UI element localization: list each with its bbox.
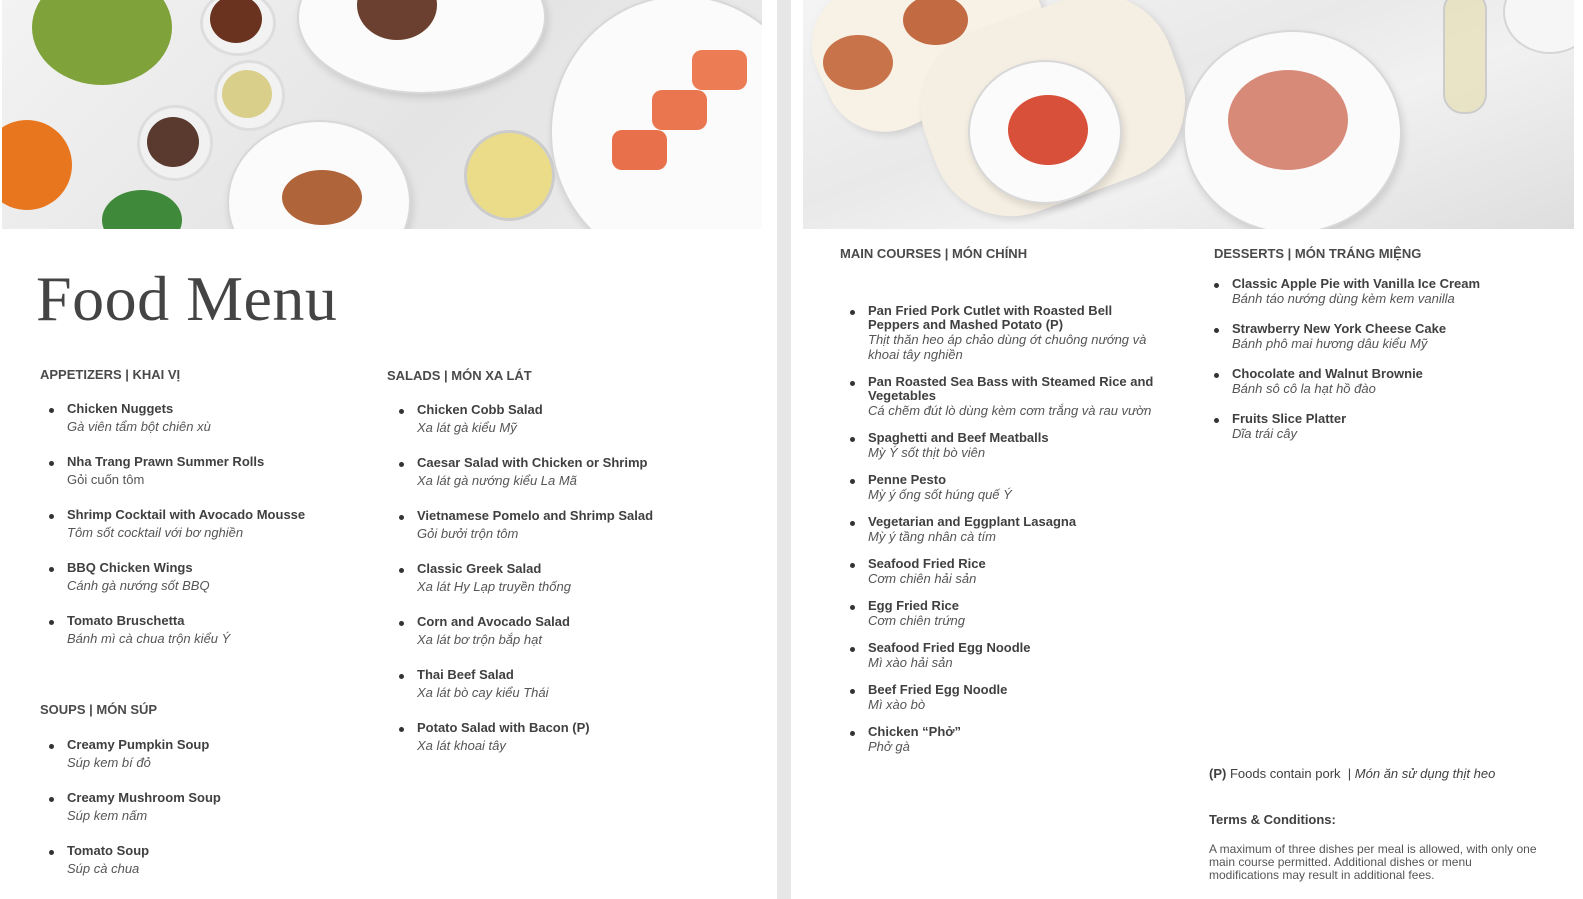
list-item	[390, 615, 653, 647]
item-translation: Xa lát bò cay kiểu Thái	[417, 685, 549, 700]
list-item	[1205, 277, 1565, 306]
page-title: Food Menu	[36, 263, 338, 334]
list-item	[1205, 322, 1565, 351]
item-name: Vegetarian and Eggplant Lasagna	[868, 514, 1077, 529]
list-item	[40, 455, 305, 487]
salmon-roll	[652, 90, 707, 130]
truffle-bowl	[464, 130, 555, 221]
list-item	[40, 614, 305, 646]
list-item	[841, 557, 1161, 586]
item-name: Spaghetti and Beef Meatballs	[868, 430, 1049, 445]
item-name: Classic Apple Pie with Vanilla Ice Cream	[1232, 276, 1481, 291]
item-name: Fruits Slice Platter	[1232, 411, 1347, 426]
list-item	[1205, 412, 1565, 441]
item-translation: Xa lát gà kiểu Mỹ	[417, 420, 517, 435]
item-name: BBQ Chicken Wings	[67, 560, 193, 575]
appetizers-list	[40, 402, 305, 667]
list-item	[841, 725, 1161, 754]
item-name: Chocolate and Walnut Brownie	[1232, 366, 1423, 381]
menu-page-left	[0, 0, 777, 899]
list-item	[40, 508, 305, 540]
item-name: Chicken Cobb Salad	[417, 402, 543, 417]
list-item	[40, 561, 305, 593]
list-item	[40, 402, 305, 434]
item-name: Caesar Salad with Chicken or Shrimp	[417, 455, 648, 470]
list-item	[841, 431, 1161, 460]
heading-salads: SALADS | MÓN XA LÁT	[387, 368, 532, 383]
heading-main-courses: MAIN COURSES | MÓN CHÍNH	[840, 246, 1028, 261]
main-courses-list	[841, 304, 1161, 767]
list-item	[390, 721, 653, 753]
item-translation: Bánh mì cà chua trộn kiểu Ý	[67, 631, 231, 646]
asparagus-bowl	[32, 0, 172, 85]
list-item	[40, 738, 221, 770]
pork-note-separator: |	[1347, 766, 1352, 781]
list-item	[390, 509, 653, 541]
item-translation: Mỳ Ý sốt thịt bò viên	[868, 445, 986, 460]
scallop	[823, 35, 893, 90]
list-item	[841, 515, 1161, 544]
list-item	[841, 683, 1161, 712]
item-name: Corn and Avocado Salad	[417, 614, 570, 629]
item-name: Seafood Fried Egg Noodle	[868, 640, 1031, 655]
item-translation: Dĩa trái cây	[1232, 426, 1298, 441]
item-name: Strawberry New York Cheese Cake	[1232, 321, 1447, 336]
item-translation: Xa lát bơ trộn bắp hạt	[417, 632, 542, 647]
item-translation: Phở gà	[868, 739, 910, 754]
list-item	[390, 456, 653, 488]
list-item	[390, 668, 653, 700]
item-name: Beef Fried Egg Noodle	[868, 682, 1008, 697]
item-translation: Súp cà chua	[67, 861, 140, 876]
item-name: Vietnamese Pomelo and Shrimp Salad	[417, 508, 654, 523]
terms-title: Terms & Conditions:	[1209, 812, 1336, 827]
item-translation: Bánh phô mai hương dâu kiểu Mỹ	[1232, 336, 1428, 351]
item-translation: Cánh gà nướng sốt BBQ	[67, 578, 210, 593]
list-item	[841, 599, 1161, 628]
item-translation: Bánh sô cô la hạt hồ đào	[1232, 381, 1376, 396]
item-translation: Mỳ ý ống sốt húng quế Ý	[868, 487, 1012, 502]
soups-list	[40, 738, 221, 897]
sea-bass	[1008, 95, 1088, 165]
item-translation: Gỏi cuốn tôm	[67, 472, 145, 487]
list-item	[390, 562, 653, 594]
list-item	[1205, 367, 1565, 396]
pork-note-en: Foods contain pork	[1229, 766, 1341, 781]
item-translation: Mỳ ý tầng nhân cà tím	[868, 529, 996, 544]
pork-note	[1209, 766, 1495, 781]
item-name: Nha Trang Prawn Summer Rolls	[67, 454, 265, 469]
item-name: Chicken “Phở”	[868, 724, 962, 739]
terms-body: A maximum of three dishes per meal is allowed, with only one main course permitted. Additional dishes or menu modifications may result in additional fees.	[1209, 842, 1537, 882]
sauce-dark	[147, 117, 199, 167]
desserts-list	[1205, 277, 1565, 457]
menu-page-right	[791, 0, 1583, 899]
salmon-roll	[612, 130, 667, 170]
item-name: Thai Beef Salad	[417, 667, 514, 682]
heading-soups: SOUPS | MÓN SÚP	[40, 702, 158, 717]
item-translation: Mì xào hải sản	[868, 655, 953, 670]
pesto-bowl	[102, 190, 182, 229]
list-item	[841, 473, 1161, 502]
salad-food	[282, 170, 362, 225]
item-translation: Bánh táo nướng dùng kèm kem vanilla	[1232, 291, 1455, 306]
item-translation: Xa lát gà nướng kiểu La Mã	[417, 473, 577, 488]
item-translation: Cá chẽm đút lò dùng kèm cơm trắng và rau vườn	[868, 403, 1152, 418]
list-item	[390, 403, 653, 435]
item-translation: Xa lát Hy Lạp truyền thống	[417, 579, 571, 594]
list-item	[40, 844, 221, 876]
pork-note-vn: Món ăn sử dụng thịt heo	[1354, 766, 1496, 781]
sauce-bowl-orange	[2, 120, 72, 210]
sauce-herb	[222, 70, 272, 118]
item-translation: Tôm sốt cocktail với bơ nghiền	[67, 525, 244, 540]
item-name: Creamy Pumpkin Soup	[67, 737, 210, 752]
list-item	[841, 375, 1161, 418]
item-name: Tomato Bruschetta	[67, 613, 185, 628]
list-item	[40, 791, 221, 823]
item-name: Penne Pesto	[868, 472, 947, 487]
side-plate	[1503, 0, 1574, 54]
pork-marker: (P)	[1209, 766, 1227, 781]
item-name: Pan Roasted Sea Bass with Steamed Rice and Vegetables	[868, 374, 1154, 403]
food-photo-right	[803, 0, 1574, 229]
item-name: Egg Fried Rice	[868, 598, 960, 613]
item-translation: Gỏi bưởi trộn tôm	[417, 526, 519, 541]
item-name: Shrimp Cocktail with Avocado Mousse	[67, 507, 306, 522]
list-item	[841, 641, 1161, 670]
item-translation: Xa lát khoai tây	[417, 738, 506, 753]
item-translation: Súp kem nấm	[67, 808, 148, 823]
list-item	[841, 304, 1161, 362]
salads-list	[390, 403, 653, 774]
item-name: Classic Greek Salad	[417, 561, 542, 576]
item-translation: Gà viên tẩm bột chiên xù	[67, 419, 211, 434]
item-translation: Mì xào bò	[868, 697, 926, 712]
salmon-roll	[692, 50, 747, 90]
item-translation: Cơm chiên trứng	[868, 613, 966, 628]
item-name: Potato Salad with Bacon (P)	[417, 720, 590, 735]
champagne-glass	[1443, 0, 1487, 114]
item-name: Tomato Soup	[67, 843, 150, 858]
item-translation: Cơm chiên hải sản	[868, 571, 977, 586]
heading-appetizers: APPETIZERS | KHAI VỊ	[40, 367, 181, 382]
food-photo-left	[2, 0, 762, 229]
item-name: Seafood Fried Rice	[868, 556, 986, 571]
charcuterie	[1228, 70, 1348, 170]
item-name: Pan Fried Pork Cutlet with Roasted Bell Peppers and Mashed Potato (P)	[868, 303, 1113, 332]
item-name: Creamy Mushroom Soup	[67, 790, 221, 805]
item-name: Chicken Nuggets	[67, 401, 174, 416]
item-translation: Thịt thăn heo áp chảo dùng ớt chuông nướng và khoai tây nghiền	[868, 332, 1147, 362]
heading-desserts: DESSERTS | MÓN TRÁNG MIỆNG	[1214, 246, 1422, 261]
item-translation: Súp kem bí đỏ	[67, 755, 151, 770]
